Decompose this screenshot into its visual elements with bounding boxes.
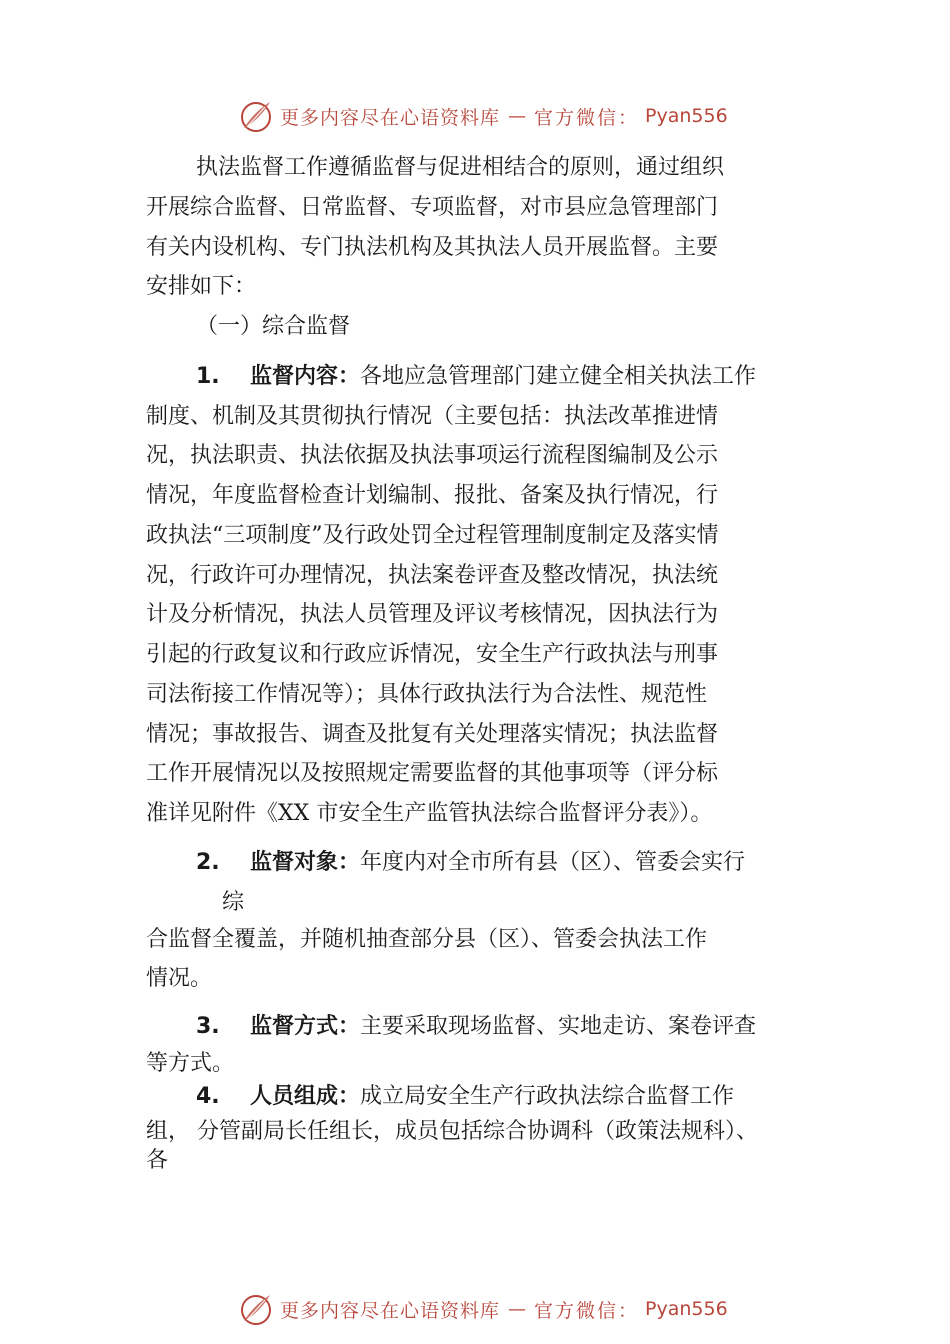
item-key: 监督对象： xyxy=(250,850,361,875)
banner-wechat-label: 官方微信： xyxy=(534,1299,640,1322)
item-key: 监督方式： xyxy=(250,1014,361,1039)
item-key: 人员组成： xyxy=(250,1084,361,1109)
feather-logo-icon xyxy=(238,1291,274,1327)
watermark-banner-top xyxy=(238,96,758,136)
intro-line-2: 开展综合监督、日常监督、专项监督，对市县应急管理部门 xyxy=(146,195,719,220)
intro-line-4: 安排如下： xyxy=(146,274,257,299)
item-4-line: 组， 分管副局长任组长，成员包括综合协调科（政策法规科）、 xyxy=(146,1119,758,1144)
item-1-first-line xyxy=(196,362,756,392)
item-2-line: 合监督全覆盖，并随机抽查部分县（区）、管委会执法工作 xyxy=(146,927,708,952)
item-2-first-line xyxy=(196,848,745,878)
item-1-line: 政执法“三项制度”及行政处罚全过程管理制度制定及落实情 xyxy=(146,523,719,548)
item-text: 各地应急管理部门建立健全相关执法工作 xyxy=(360,364,757,389)
item-text: 主要采取现场监督、实地走访、案卷评查 xyxy=(360,1014,757,1039)
item-text: 成立局安全生产行政执法综合监督工作 xyxy=(360,1084,735,1109)
item-4-first-line xyxy=(196,1082,734,1112)
banner-wechat-label: 官方微信： xyxy=(534,106,640,129)
item-number: 2. xyxy=(196,850,220,875)
item-1-line: 况，行政许可办理情况，执法案卷评查及整改情况，执法统 xyxy=(146,563,719,588)
item-number: 1. xyxy=(196,364,220,389)
item-3-first-line xyxy=(196,1012,756,1042)
item-1-line: 引起的行政复议和行政应诉情况，安全生产行政执法与刑事 xyxy=(146,642,719,667)
item-number: 3. xyxy=(196,1014,220,1039)
feather-logo-icon xyxy=(238,98,274,134)
item-2-line: 综 xyxy=(222,890,245,915)
item-1-line: 情况；事故报告、调查及批复有关处理落实情况；执法监督 xyxy=(146,722,719,747)
item-1-line: 工作开展情况以及按照规定需要监督的其他事项等（评分标 xyxy=(146,761,719,786)
item-3-line: 等方式。 xyxy=(146,1051,235,1076)
item-key: 监督内容： xyxy=(250,364,361,389)
banner-slogan: 更多内容尽在心语资料库 xyxy=(280,1299,501,1322)
banner-slogan: 更多内容尽在心语资料库 xyxy=(280,106,501,129)
item-1-line: 准详见附件《XX 市安全生产监管执法综合监督评分表》）。 xyxy=(146,801,713,826)
item-2-line: 情况。 xyxy=(146,966,213,991)
banner-dash: — xyxy=(508,105,527,127)
item-1-line: 情况，年度监督检查计划编制、报批、备案及执行情况，行 xyxy=(146,483,719,508)
section-heading: （一）综合监督 xyxy=(196,314,351,339)
item-number: 4. xyxy=(196,1084,220,1109)
watermark-banner-bottom xyxy=(238,1289,758,1329)
banner-wechat-id: Pyan556 xyxy=(645,105,728,127)
intro-line-3: 有关内设机构、专门执法机构及其执法人员开展监督。主要 xyxy=(146,235,719,260)
item-text: 年度内对全市所有县（区）、管委会实行 xyxy=(360,850,746,875)
intro-line-1: 执法监督工作遵循监督与促进相结合的原则，通过组织 xyxy=(196,155,725,180)
item-1-line: 司法衔接工作情况等）；具体行政执法行为合法性、规范性 xyxy=(146,682,708,707)
item-4-line: 各 xyxy=(146,1148,169,1173)
banner-dash: — xyxy=(508,1298,527,1320)
item-1-line: 制度、机制及其贯彻执行情况（主要包括：执法改革推进情 xyxy=(146,404,719,429)
item-1-line: 计及分析情况，执法人员管理及评议考核情况，因执法行为 xyxy=(146,602,719,627)
item-1-line: 况，执法职责、执法依据及执法事项运行流程图编制及公示 xyxy=(146,443,719,468)
banner-wechat-id: Pyan556 xyxy=(645,1298,728,1320)
